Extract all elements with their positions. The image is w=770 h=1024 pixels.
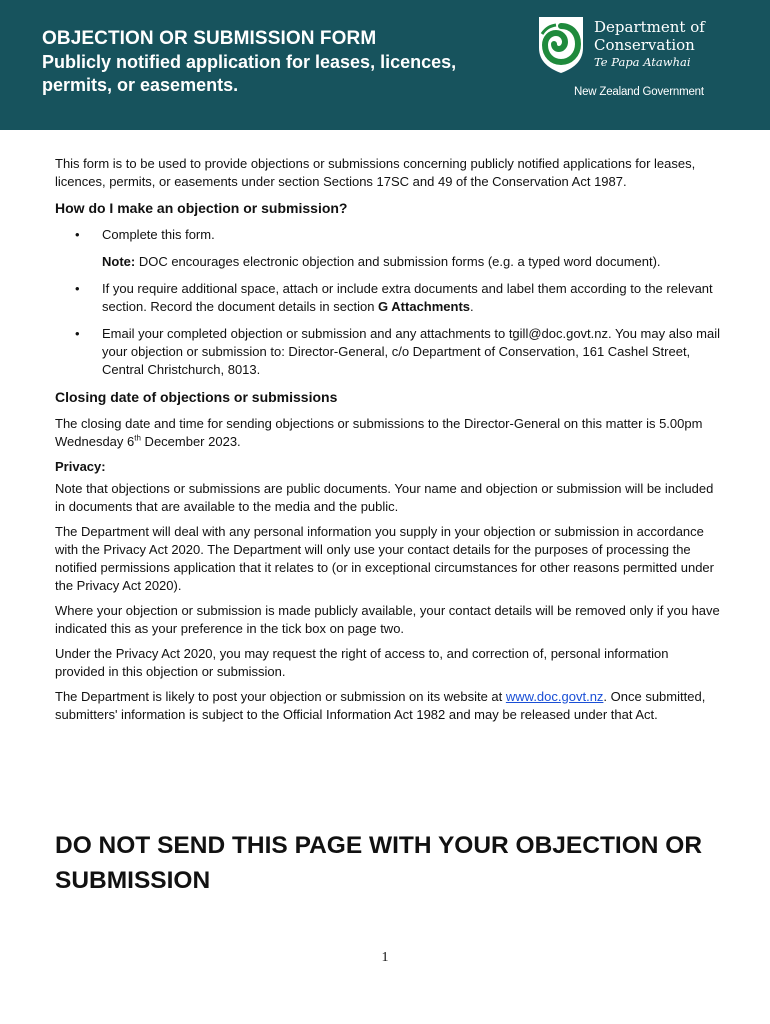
do-not-send-warning: DO NOT SEND THIS PAGE WITH YOUR OBJECTION OR SUBMISSION (55, 832, 703, 894)
privacy-paragraph-2: The Department will deal with any personal information you supply in your objection or submission in accordance with the Privacy Act 2020. The Department will only use your contact details for the purposes of processing the notified permissions application that it relates to (or in exceptional circumstances for other reasons permitted under the Privacy Act 2020). (55, 524, 714, 593)
bullet-text: Complete this form. (102, 227, 215, 242)
bullet-text: If you require additional space, attach or include extra documents and label them according to the relevant section. Record the document details in section (102, 281, 713, 314)
logo-text-maori: Te Papa Atawhai (594, 55, 691, 69)
privacy-paragraph-5 (55, 688, 720, 724)
bullet-icon: • (75, 326, 80, 341)
bullet-icon: • (75, 281, 80, 296)
form-title: OBJECTION OR SUBMISSION FORM (42, 28, 377, 49)
bullet-text-end: . (470, 299, 474, 314)
intro-paragraph: This form is to be used to provide objections or submissions concerning publicly notified applications for leases, licences, permits, or easements under section Sections 17SC and 49 of the Conservation Act 1987. (55, 156, 696, 189)
note-text: DOC encourages electronic objection and submission forms (e.g. a typed word document). (135, 254, 661, 269)
list-item (55, 280, 720, 316)
list-item (55, 325, 720, 379)
bullet-text: Email your completed objection or submission and any attachments to tgill@doc.govt.nz. You may also mail your objection or submission to: Director-General, c/o Department of Conservation, 161 Cashel Street, Central Christchurch, 8013. (102, 326, 721, 377)
doc-koru-logo-icon (536, 14, 586, 74)
logo-text-conservation: Conservation (594, 36, 695, 54)
doc-logo (536, 14, 756, 104)
privacy-paragraph-4: Under the Privacy Act 2020, you may request the right of access to, and correction of, personal information provided in this objection or submission. (55, 646, 669, 679)
closing-paragraph (55, 415, 720, 451)
privacy-paragraph-3: Where your objection or submission is made publicly available, your contact details will be removed only if you have indicated this as your preference in the tick box on page two. (55, 603, 720, 636)
page-number: 1 (381, 950, 389, 965)
nz-government-logo: New Zealand Government (574, 86, 704, 98)
closing-text: The closing date and time for sending objections or submissions to the Director-General on this matter is 5.00pm Wednesday 6 (55, 416, 703, 449)
closing-date-suffix: th (134, 433, 141, 443)
doc-website-link[interactable]: www.doc.govt.nz (505, 689, 604, 704)
form-subtitle: Publicly notified application for leases, licences, permits, or easements. (42, 52, 457, 95)
privacy-text: The Department is likely to post your objection or submission on its website at (55, 689, 506, 704)
how-list (55, 226, 720, 379)
page-header (0, 0, 770, 130)
note-line (102, 253, 720, 271)
attachments-section-label: G Attachments (378, 299, 471, 314)
bullet-icon: • (75, 227, 80, 242)
privacy-paragraph-1: Note that objections or submissions are public documents. Your name and objection or submission will be included in documents that are available to the media and the public. (55, 481, 714, 514)
logo-text-department: Department of (594, 18, 705, 36)
closing-heading: Closing date of objections or submissions (55, 389, 338, 405)
page-body (55, 155, 720, 731)
privacy-text-end: . Once submitted, submitters' information is subject to the Official Information Act 1982 and may be released under that Act. (55, 689, 706, 722)
privacy-heading: Privacy: (55, 459, 106, 474)
note-label: Note: (102, 254, 136, 269)
list-item (55, 226, 720, 271)
how-heading: How do I make an objection or submission? (55, 200, 348, 216)
closing-text-end: December 2023. (140, 434, 241, 449)
